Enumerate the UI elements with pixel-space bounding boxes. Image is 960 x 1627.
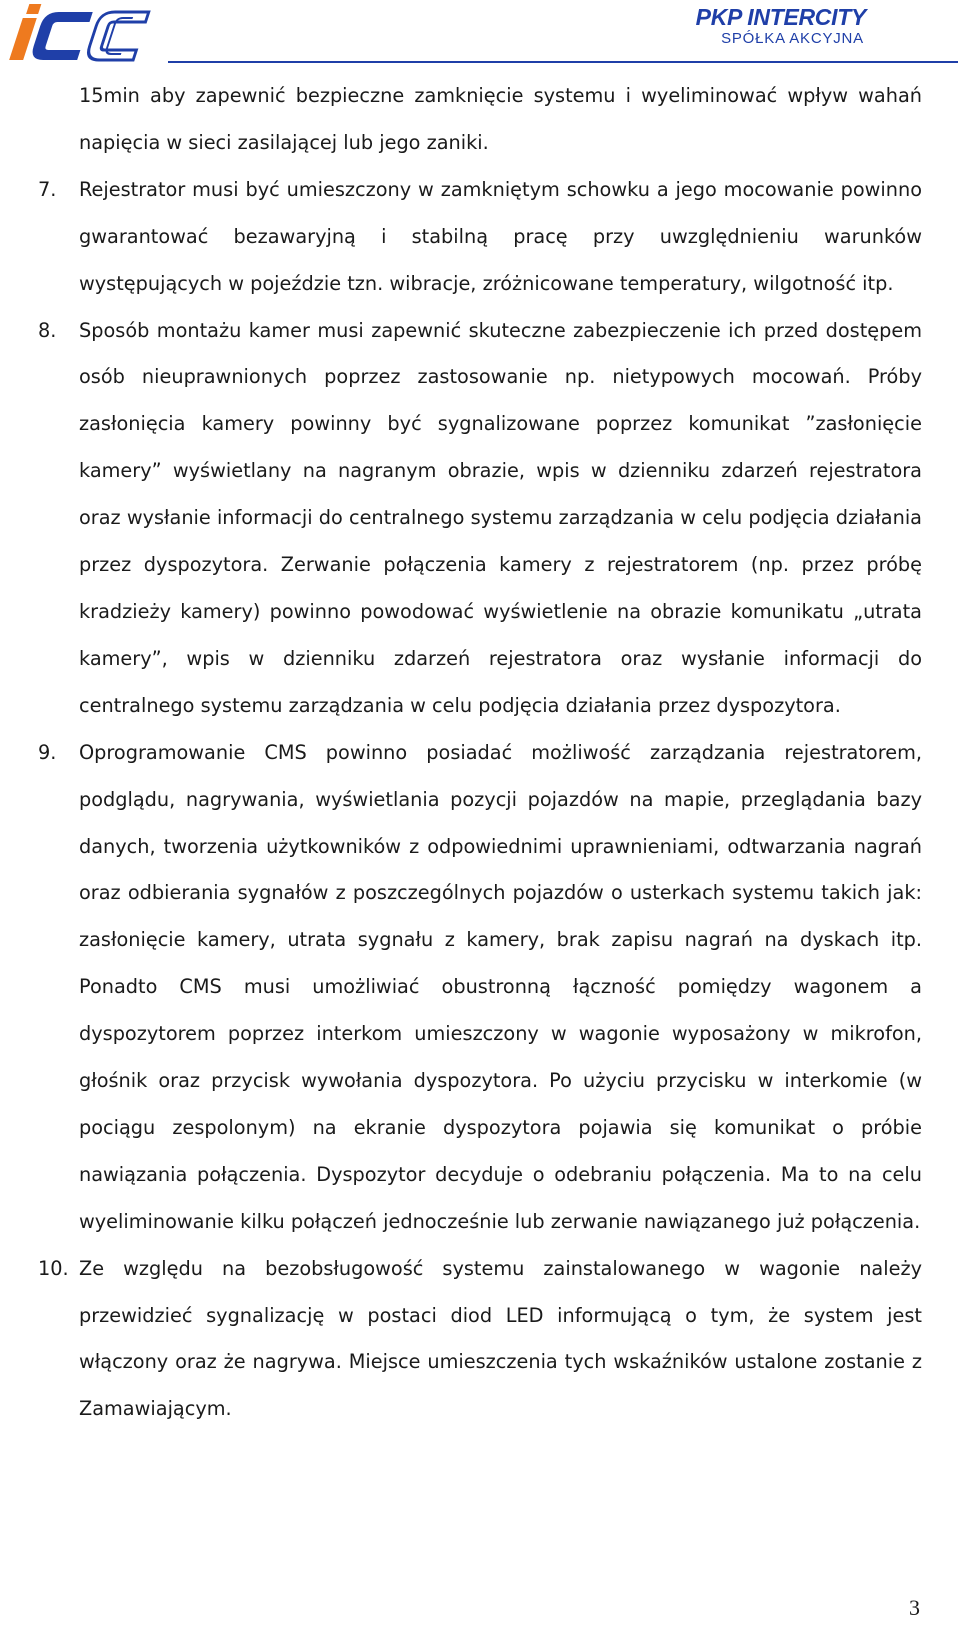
company-name: PKP INTERCITY (695, 4, 866, 30)
list-item (0, 730, 960, 1246)
list-item-number: 10. (38, 1256, 69, 1280)
page-number: 3 (909, 1595, 920, 1620)
list-item-number: 8. (38, 318, 57, 342)
header-divider (168, 61, 958, 63)
list-item-text: Ze względu na bezobsługowość systemu zainstalowanego w wagonie należy przewidzieć sygnalizację w postaci diod LED informującą o tym, że system jest włączony oraz że nagrywa. Miejsce umieszczenia tych wskaźników ustalone zostanie z Zamawiającym. (79, 1256, 922, 1421)
list-item-number: 7. (38, 177, 57, 201)
intercity-logo (4, 2, 164, 66)
list-item-text: Oprogramowanie CMS powinno posiadać możliwość zarządzania rejestratorem, podglądu, nagrywania, wyświetlania pozycji pojazdów na mapie, przeglądania bazy danych, tworzenia użytkowników z odpowiednimi uprawnieniami, odtwarzania nagrań oraz odbierania sygnałów z poszczególnych pojazdów o usterkach systemu takich jak: zasłonięcie kamery, utrata sygnału z kamery, brak zapisu nagrań na dyskach itp. Ponadto CMS musi umożliwiać obustronną łączność pomiędzy wagonem a dyspozytorem poprzez interkom umieszczony w wagonie wyposażony w mikrofon, głośnik oraz przycisk wywołania dyspozytora. Po użyciu przycisku w interkomie (w pociągu zespolonym) na ekranie dyspozytora pojawia się komunikat o próbie nawiązania połączenia. Dyspozytor decyduje o odebraniu połączenia. Ma to na celu wyeliminowanie kilku połączeń jednocześnie lub zerwanie nawiązanego już połączenia. (79, 740, 922, 1233)
company-subtitle: SPÓŁKA AKCYJNA (721, 30, 864, 47)
list-item-text: Sposób montażu kamer musi zapewnić skuteczne zabezpieczenie ich przed dostępem osób nieuprawnionych poprzez zastosowanie np. nietypowych mocowań. Próby zasłonięcia kamery powinny być sygnalizowane poprzez komunikat ”zasłonięcie kamery” wyświetlany na nagranym obrazie, wpis w dzienniku zdarzeń rejestratora oraz wysłanie informacji do centralnego systemu zarządzania w celu podjęcia działania przez dyspozytora. Zerwanie połączenia kamery z rejestratorem (np. przez próbę kradzieży kamery) powinno powodować wyświetlenie na obrazie komunikatu „utrata kamery”, wpis w dzienniku zdarzeń rejestratora oraz wysłanie informacji do centralnego systemu zarządzania w celu podjęcia działania przez dyspozytora. (79, 318, 922, 717)
list-item-text: Rejestrator musi być umieszczony w zamkniętym schowku a jego mocowanie powinno gwarantować bezawaryjną i stabilną pracę przy uwzględnieniu warunków występujących w pojeździe tzn. wibracje, zróżnicowane temperatury, wilgotność itp. (79, 177, 922, 295)
list-item (0, 308, 960, 730)
list-item (0, 167, 960, 308)
company-brand (696, 4, 866, 48)
continuation-paragraph: 15min aby zapewnić bezpieczne zamknięcie systemu i wyeliminować wpływ wahań napięcia w sieci zasilającej lub jego zaniki. (79, 84, 922, 154)
page-header (0, 0, 960, 72)
document-body (0, 73, 960, 1433)
list-item (0, 1246, 960, 1434)
list-item-number: 9. (38, 740, 57, 764)
